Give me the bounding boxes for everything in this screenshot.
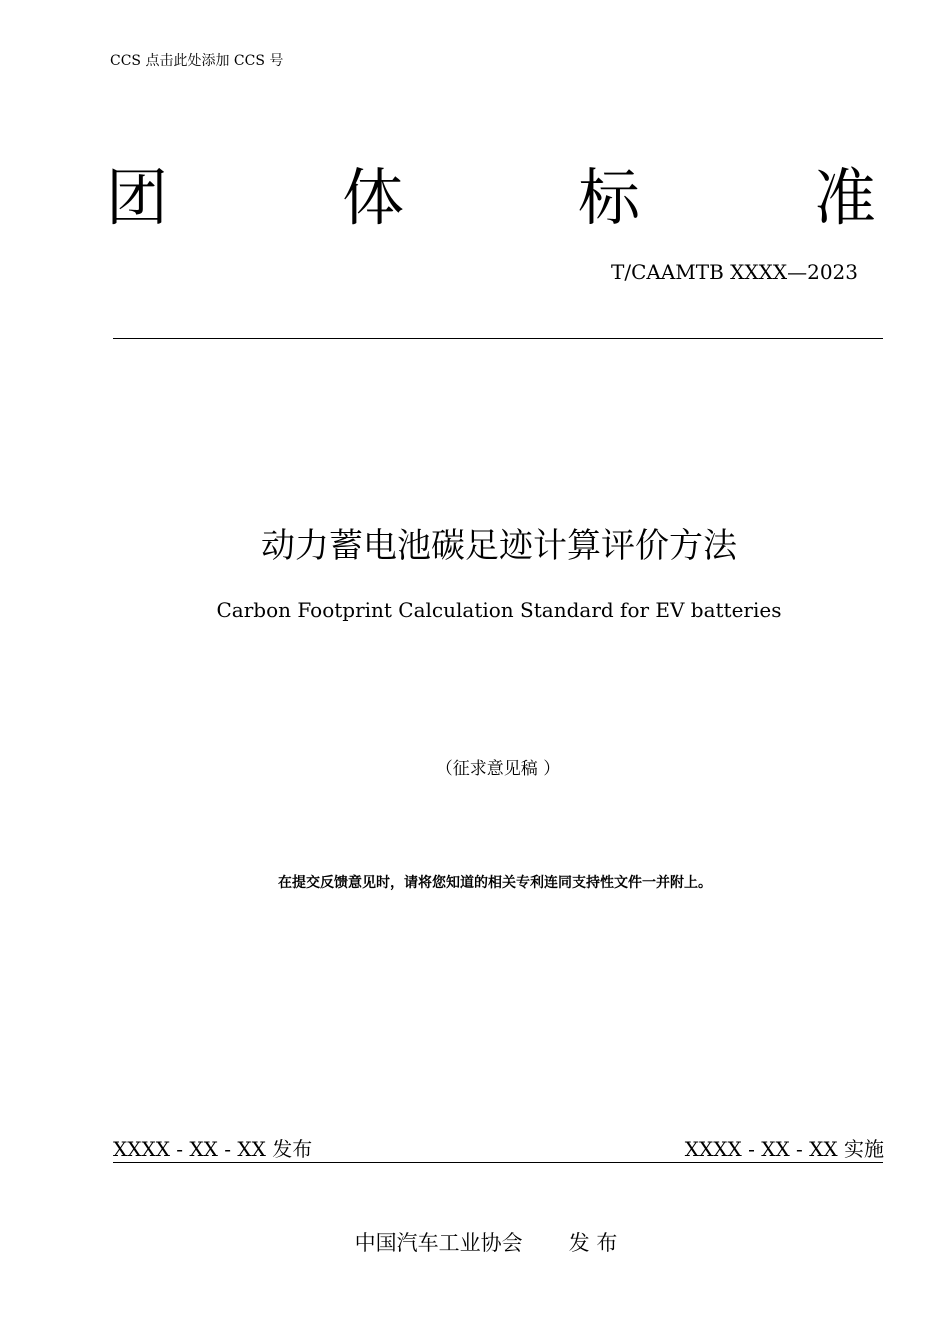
draft-label: （征求意见稿 ） <box>435 759 561 779</box>
publish-date: XXXX - XX - XX 发布 <box>113 1137 313 1161</box>
issuer-line <box>0 1227 950 1257</box>
top-divider <box>113 338 883 339</box>
heading-char-1: 团 <box>106 161 169 234</box>
issuer-name: 中国汽车工业协会 <box>354 1231 523 1255</box>
heading-char-4: 准 <box>813 161 876 234</box>
implement-date: XXXX - XX - XX 实施 <box>684 1137 884 1161</box>
standard-number: T/CAAMTB XXXX—2023 <box>611 260 858 284</box>
ccs-number-line: CCS 点击此处添加 CCS 号 <box>110 53 284 69</box>
document-title-en: Carbon Footprint Calculation Standard for EV batteries <box>216 598 782 622</box>
patent-notice: 在提交反馈意见时，请将您知道的相关专利连同支持性文件一并附上。 <box>278 875 712 891</box>
heading-char-3: 标 <box>577 161 640 234</box>
document-title-cn: 动力蓄电池碳足迹计算评价方法 <box>261 526 737 566</box>
bottom-divider <box>113 1162 883 1163</box>
group-standard-heading <box>106 158 876 238</box>
issuer-action: 发 布 <box>568 1231 618 1255</box>
heading-char-2: 体 <box>341 161 404 234</box>
